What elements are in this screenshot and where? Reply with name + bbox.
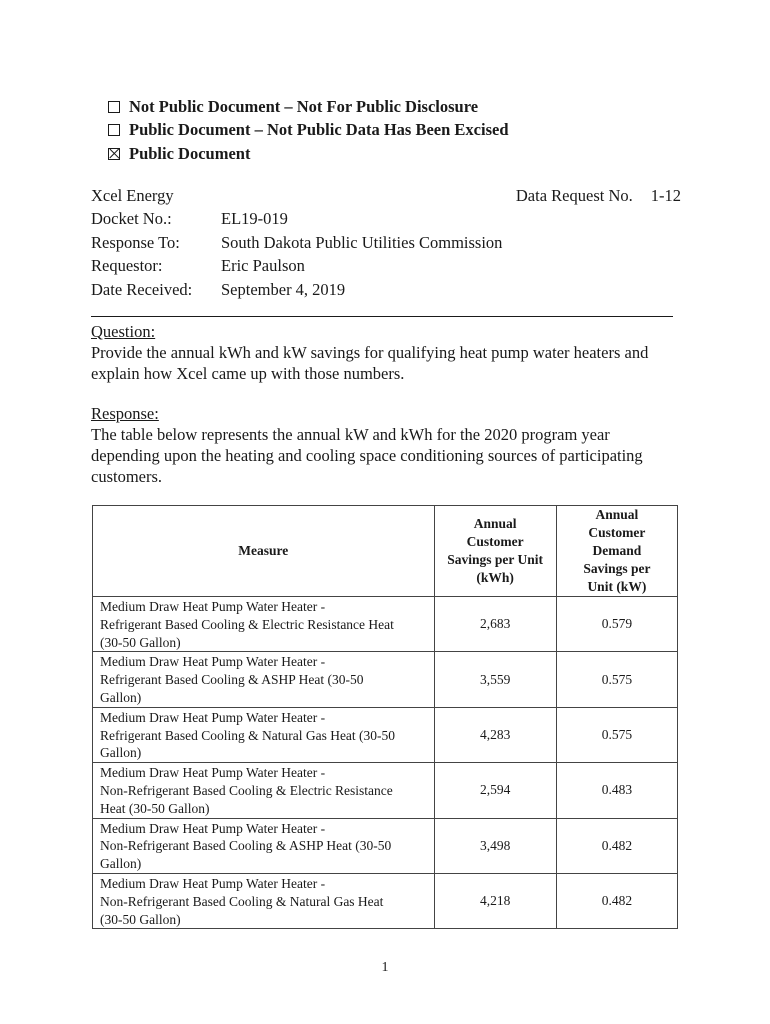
response-text: The table below represents the annual kW and kWh for the 2020 program year depending upon the heating and cooling space conditioning sources of participating customers. bbox=[91, 425, 643, 486]
header-line: Customer bbox=[466, 534, 524, 549]
table-row bbox=[93, 652, 678, 707]
disclosure-label: Public Document – Not Public Data Has Been Excised bbox=[129, 120, 509, 140]
measure-line: Non-Refrigerant Based Cooling & ASHP Heat (30-50 bbox=[100, 838, 392, 854]
checkbox-checked-icon bbox=[108, 148, 120, 160]
header-line: Annual bbox=[473, 516, 517, 531]
measure-cell bbox=[93, 707, 435, 762]
header-line: Savings per bbox=[583, 561, 651, 576]
header-line: (kWh) bbox=[476, 570, 514, 585]
measure-line: Non-Refrigerant Based Cooling & Electric Resistance bbox=[100, 782, 393, 798]
measure-cell bbox=[93, 597, 435, 652]
table-row bbox=[93, 763, 678, 818]
measure-line: Medium Draw Heat Pump Water Heater - bbox=[100, 709, 326, 725]
measure-cell bbox=[93, 873, 435, 928]
checkbox-empty-icon bbox=[108, 124, 120, 136]
question-heading: Question: bbox=[91, 322, 156, 341]
savings-table bbox=[92, 505, 678, 929]
kwh-cell: 4,283 bbox=[434, 707, 556, 762]
kw-cell: 0.482 bbox=[556, 818, 677, 873]
header-line: Demand bbox=[592, 543, 642, 558]
disclosure-option-excised bbox=[108, 119, 509, 143]
measure-line: (30-50 Gallon) bbox=[100, 634, 181, 650]
header-line: Annual bbox=[595, 507, 639, 522]
table-row bbox=[93, 873, 678, 928]
header-line: Unit (kW) bbox=[587, 579, 647, 594]
disclosure-label: Public Document bbox=[129, 143, 251, 163]
kwh-cell: 4,218 bbox=[434, 873, 556, 928]
docket-row bbox=[91, 208, 681, 232]
header-kwh-savings bbox=[434, 506, 556, 597]
measure-line: Gallon) bbox=[100, 856, 142, 872]
data-request-number bbox=[516, 186, 681, 206]
measure-line: Medium Draw Heat Pump Water Heater - bbox=[100, 875, 326, 891]
disclosure-checklist bbox=[108, 95, 509, 166]
disclosure-option-not-public bbox=[108, 95, 509, 119]
measure-line: Medium Draw Heat Pump Water Heater - bbox=[100, 654, 326, 670]
measure-line: Gallon) bbox=[100, 745, 142, 761]
response-section bbox=[91, 403, 681, 487]
measure-line: Refrigerant Based Cooling & ASHP Heat (30-50 bbox=[100, 672, 364, 688]
date-received-label: Date Received: bbox=[91, 279, 193, 299]
measure-cell bbox=[93, 763, 435, 818]
measure-line: Medium Draw Heat Pump Water Heater - bbox=[100, 599, 326, 614]
disclosure-option-public bbox=[108, 142, 509, 166]
disclosure-label: Not Public Document – Not For Public Disclosure bbox=[129, 96, 479, 116]
kwh-cell: 3,498 bbox=[434, 818, 556, 873]
measure-line: Gallon) bbox=[100, 689, 142, 705]
kw-cell: 0.575 bbox=[556, 652, 677, 707]
kw-cell: 0.575 bbox=[556, 707, 677, 762]
requestor-value: Eric Paulson bbox=[221, 256, 305, 276]
measure-line: Refrigerant Based Cooling & Natural Gas Heat (30-50 bbox=[100, 727, 396, 743]
header-line: Customer bbox=[588, 525, 646, 540]
request-metadata bbox=[91, 184, 681, 302]
checkbox-empty-icon bbox=[108, 101, 120, 113]
date-received-value: September 4, 2019 bbox=[221, 279, 346, 299]
kwh-cell: 2,594 bbox=[434, 763, 556, 818]
date-received-row bbox=[91, 278, 681, 302]
data-request-value: 1-12 bbox=[650, 185, 681, 205]
response-to-value: South Dakota Public Utilities Commission bbox=[221, 232, 503, 252]
kwh-cell: 3,559 bbox=[434, 652, 556, 707]
response-to-label: Response To: bbox=[91, 232, 180, 252]
measure-line: Heat (30-50 Gallon) bbox=[100, 800, 210, 816]
data-request-label: Data Request No. bbox=[515, 185, 633, 205]
table-row bbox=[93, 818, 678, 873]
table-row bbox=[93, 597, 678, 652]
measure-line: Medium Draw Heat Pump Water Heater - bbox=[100, 820, 326, 836]
measure-line: Refrigerant Based Cooling & Electric Resistance Heat bbox=[100, 616, 394, 632]
docket-label: Docket No.: bbox=[91, 209, 172, 229]
measure-line: Medium Draw Heat Pump Water Heater - bbox=[100, 765, 326, 781]
table-row bbox=[93, 707, 678, 762]
company-name: Xcel Energy bbox=[91, 185, 174, 205]
header-line: Savings per Unit bbox=[447, 552, 544, 567]
kw-cell: 0.579 bbox=[556, 597, 677, 652]
requestor-row bbox=[91, 255, 681, 279]
response-heading: Response: bbox=[91, 404, 159, 423]
kw-cell: 0.482 bbox=[556, 873, 677, 928]
response-to-row bbox=[91, 231, 681, 255]
header-kw-savings bbox=[556, 506, 677, 597]
requestor-label: Requestor: bbox=[91, 256, 163, 276]
docket-value: EL19-019 bbox=[221, 209, 288, 229]
measure-cell bbox=[93, 818, 435, 873]
table-header-row bbox=[93, 506, 678, 597]
divider-line bbox=[91, 316, 673, 317]
kwh-cell: 2,683 bbox=[434, 597, 556, 652]
header-measure: Measure bbox=[93, 506, 435, 597]
question-section bbox=[91, 321, 681, 384]
measure-cell bbox=[93, 652, 435, 707]
measure-line: (30-50 Gallon) bbox=[100, 911, 181, 927]
kw-cell: 0.483 bbox=[556, 763, 677, 818]
question-text: Provide the annual kWh and kW savings for qualifying heat pump water heaters and explain how Xcel came up with those numbers. bbox=[91, 343, 649, 383]
page-number: 1 bbox=[381, 960, 389, 975]
measure-line: Non-Refrigerant Based Cooling & Natural Gas Heat bbox=[100, 893, 384, 909]
